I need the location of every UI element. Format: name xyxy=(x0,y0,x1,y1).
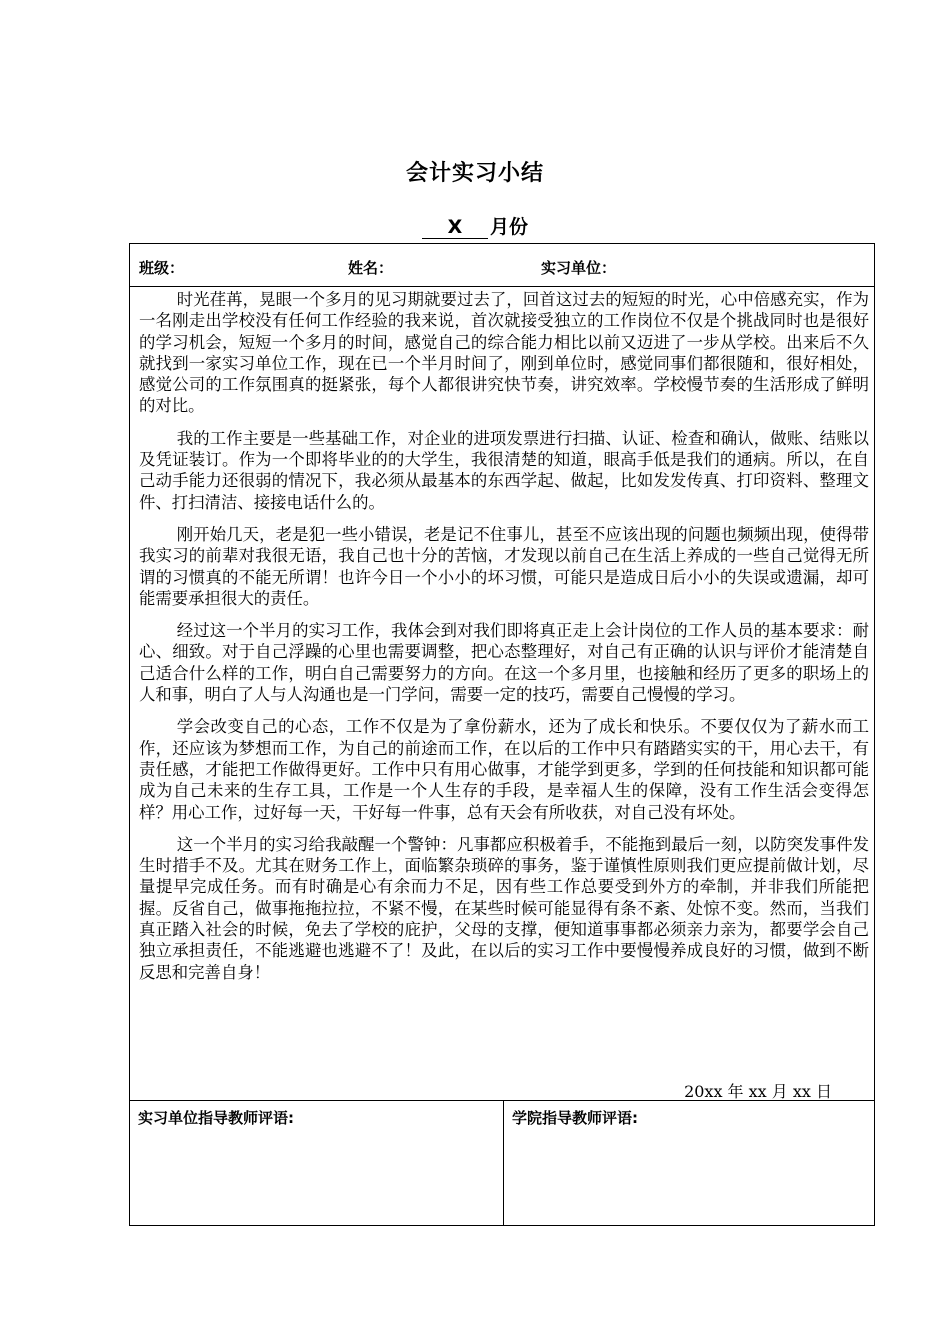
summary-paragraphs xyxy=(139,289,869,994)
summary-body xyxy=(130,287,874,1101)
paragraph: 时光荏苒，晃眼一个多月的见习期就要过去了，回首这过去的短短的时光，心中倍感充实，作为一名刚走出学校没有任何工作经验的我来说，首次就接受独立的工作岗位不仅是个挑战同时也是很好的学习机会，短短一个多月的时间，感觉自己的综合能力相比以前又迈进了一步从学校。出来后不久就找到一家实习单位工作，现在已一个半月时间了，刚到单位时，感觉同事们都很随和，很好相处，感觉公司的工作氛围真的挺紧张，每个人都很讲究快节奏，讲究效率。学校慢节奏的生活形成了鲜明的对比。 xyxy=(139,290,869,416)
college-teacher-comment-label: 学院指导教师评语: xyxy=(512,1109,638,1127)
signature-date: 20xx 年 xx 月 xx 日 xyxy=(684,1082,832,1101)
paragraph: 这一个半月的实习给我敲醒一个警钟：凡事都应积极着手，不能拖到最后一刻，以防突发事件发生时措手不及。尤其在财务工作上，面临繁杂琐碎的事务，鉴于谨慎性原则我们更应提前做计划，尽量提早完成任务。而有时确是心有余而力不足，因有些工作总要受到外方的牵制，并非我们所能把握。反省自己，做事拖拖拉拉，不紧不慢，在某些时候可能显得有条不紊、处惊不变。然而，当我们真正踏入社会的时候，免去了学校的庇护，父母的支撑，便知道事事都必须亲力亲为，都要学会自己独立承担责任，不能逃避也逃避不了！及此，在以后的实习工作中要慢慢养成良好的习惯，做到不断反思和完善自身！ xyxy=(139,834,869,982)
month-suffix: 月份 xyxy=(489,216,528,238)
paragraph: 学会改变自己的心态，工作不仅是为了拿份薪水，还为了成长和快乐。不要仅仅为了薪水而工作，还应该为梦想而工作，为自己的前途而工作，在以后的工作中只有踏踏实实的干，用心去干，有责任感，才能把工作做得更好。工作中只有用心做事，才能学到更多，学到的任何技能和知识都可能成为自己未来的生存工具，工作是一个人生存的手段，是幸福人生的保障，没有工作生活会变得怎样？用心工作，过好每一天，干好每一件事，总有天会有所收获，对自己没有坏处。 xyxy=(139,717,869,822)
paragraph: 我的工作主要是一些基础工作，对企业的进项发票进行扫描、认证、检查和确认，做账、结账以及凭证装订。作为一个即将毕业的的大学生，我很清楚的知道，眼高手低是我们的通病。所以，在自己动手能力还很弱的情况下，我必须从最基本的东西学起、做起，比如发发传真、打印资料、整理文件、打扫清洁、接接电话什么的。 xyxy=(139,428,869,512)
college-teacher-comment-cell xyxy=(504,1101,874,1225)
info-header-row xyxy=(130,244,874,287)
unit-teacher-comment-label: 实习单位指导教师评语: xyxy=(138,1109,294,1127)
month-value: X xyxy=(422,216,488,239)
unit-teacher-comment-cell xyxy=(130,1101,504,1225)
paragraph: 刚开始几天，老是犯一些小错误，老是记不住事儿，甚至不应该出现的问题也频频出现，使得带我实习的前辈对我很无语，我自己也十分的苦恼，才发现以前自己在生活上养成的一些自己觉得无所谓的习惯真的不能无所谓！也许今日一个小小的坏习惯，可能只是造成日后小小的失误或遗漏，却可能需要承担很大的责任。 xyxy=(139,524,869,608)
class-label: 班级： xyxy=(139,259,185,277)
month-line xyxy=(0,212,950,239)
internship-unit-label: 实习单位： xyxy=(541,259,617,277)
document-title: 会计实习小结 xyxy=(405,161,544,186)
report-form xyxy=(129,243,875,1226)
paragraph: 经过这一个半月的实习工作，我体会到对我们即将真正走上会计岗位的工作人员的基本要求：耐心、细致。对于自己浮躁的心里也需要调整，把心态整理好，对自己有正确的认识与评价才能清楚自己适合什么样的工作，明白自己需要努力的方向。在这一个多月里，也接触和经历了更多的职场上的人和事，明白了人与人沟通也是一门学问，需要一定的技巧，需要自己慢慢的学习。 xyxy=(139,621,869,705)
name-label: 姓名： xyxy=(348,259,394,277)
